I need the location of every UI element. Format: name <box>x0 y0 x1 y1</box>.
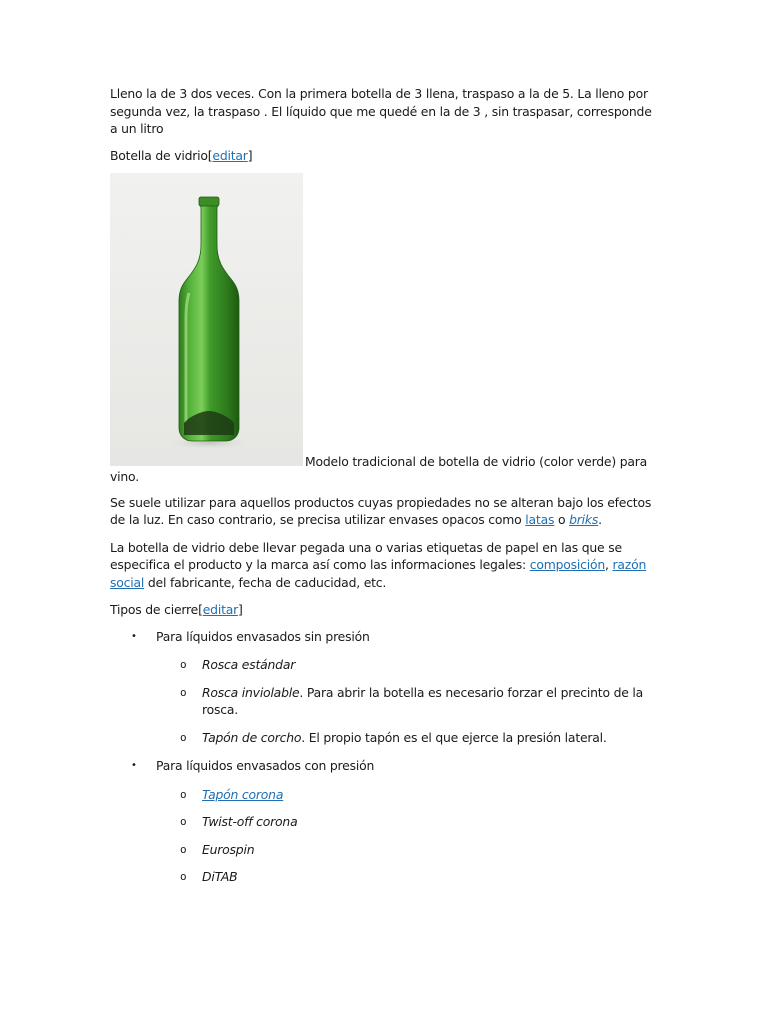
sublist-item <box>156 813 658 831</box>
sublist-con-presion <box>156 786 658 886</box>
group-label: Para líquidos envasados sin presión <box>156 628 370 644</box>
group-label: Para líquidos envasados con presión <box>156 758 375 773</box>
item-desc: . El propio tapón es el que ejerce la presión lateral. <box>301 729 607 745</box>
item-term: Eurospin <box>202 841 255 857</box>
paragraph-labels <box>110 539 658 592</box>
paragraph-text: o <box>554 512 570 527</box>
sublist-item <box>156 841 658 859</box>
sublist-sin-presion <box>156 656 658 746</box>
item-desc: . Para abrir la botella es necesario forzar el precinto de la rosca. <box>202 684 644 717</box>
edit-link[interactable]: editar <box>212 147 248 163</box>
item-term: Twist-off corona <box>202 814 298 829</box>
sub-bullet-icon: o <box>180 870 187 883</box>
sub-bullet-icon: o <box>180 658 187 671</box>
figure-caption: Modelo tradicional de botella de vidrio (color verde) para <box>305 453 648 469</box>
closure-types-list <box>110 628 658 886</box>
item-term: Rosca inviolable <box>202 684 300 700</box>
sub-bullet-icon: o <box>180 842 187 856</box>
intro-paragraph: Lleno la de 3 dos veces. Con la primera botella de 3 llena, traspaso a la de 5. La lleno por segunda vez, la traspaso . El líquido que me quedé en la de 3 , sin traspasar, corresponde a un litro <box>110 86 652 136</box>
edit-bracket-close: ] <box>247 147 253 163</box>
list-item-sin-presion <box>110 628 658 747</box>
sublist-item <box>156 729 658 747</box>
sublist-item <box>156 786 658 804</box>
link-razon-social[interactable]: razón social <box>110 557 647 590</box>
item-term: DiTAB <box>202 869 238 884</box>
bullet-icon: • <box>131 630 137 642</box>
link-composicion[interactable]: composición <box>529 557 606 572</box>
sublist-item <box>156 868 658 886</box>
edit-bracket-close: ] <box>238 602 243 617</box>
bottle-photo <box>110 173 303 466</box>
sub-bullet-icon: o <box>180 685 187 699</box>
link-latas[interactable]: latas <box>525 512 555 527</box>
item-term: Rosca estándar <box>202 657 296 672</box>
link-briks[interactable]: briks <box>569 512 599 527</box>
sub-bullet-icon: o <box>180 815 187 828</box>
edit-bracket-open: [ <box>198 602 203 617</box>
edit-link[interactable]: editar <box>202 602 239 617</box>
list-item-con-presion <box>110 757 658 886</box>
bottle-figure <box>110 173 658 486</box>
paragraph-text: . <box>598 512 602 527</box>
paragraph-text: , <box>605 557 613 572</box>
green-bottle-icon <box>110 173 303 466</box>
sub-bullet-icon: o <box>180 730 187 744</box>
paragraph-text: del fabricante, fecha de caducidad, etc. <box>144 574 387 590</box>
section-heading-botella <box>110 147 658 165</box>
paragraph-text: La botella de vidrio debe llevar pegada una o varias etiquetas de papel en las que se especifica el producto y la marca así como las informaciones legales: <box>110 539 622 572</box>
section-heading-cierre <box>110 601 658 619</box>
item-term: Tapón de corcho <box>202 729 302 745</box>
bullet-icon: • <box>131 760 137 771</box>
document-body <box>110 85 658 897</box>
sublist-item <box>156 684 658 719</box>
paragraph-text: Se suele utilizar para aquellos productos cuyas propiedades no se alteran bajo los efectos de la luz. En caso contrario, se precisa utilizar envases opacos como <box>110 494 652 527</box>
edit-bracket-open: [ <box>207 147 213 163</box>
paragraph-light <box>110 494 658 529</box>
section-title: Botella de vidrio <box>110 147 208 163</box>
link-tapon-corona[interactable]: Tapón corona <box>202 786 284 802</box>
sub-bullet-icon: o <box>180 787 187 801</box>
figure-caption-continued: vino. <box>110 469 139 484</box>
sublist-item <box>156 656 658 674</box>
section-title: Tipos de cierre <box>110 602 199 617</box>
